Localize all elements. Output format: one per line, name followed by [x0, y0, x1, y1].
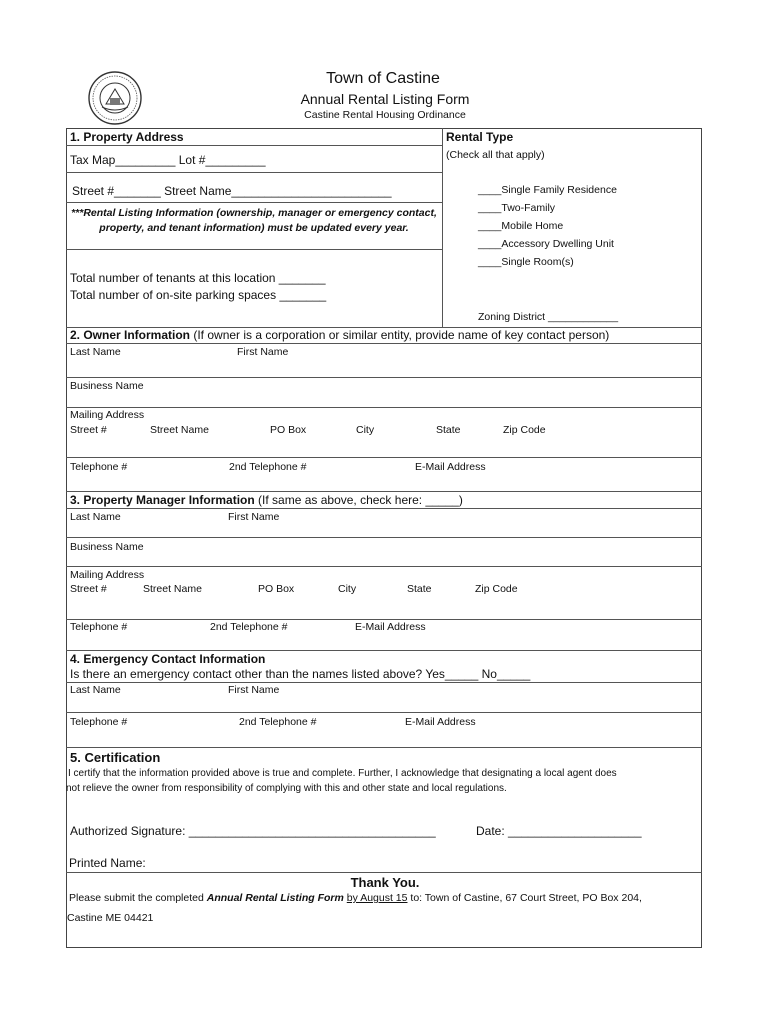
manager-zip-field[interactable]: Zip Code [475, 583, 518, 595]
rental-option-single-room[interactable]: ____Single Room(s) [478, 256, 574, 268]
section2-heading: 2. Owner Information (If owner is a corporation or similar entity, provide name of key contact person) [70, 328, 610, 342]
manager-state-field[interactable]: State [407, 583, 432, 595]
form-title: Annual Rental Listing Form [300, 91, 470, 107]
printed-name-field[interactable]: Printed Name: [69, 856, 146, 870]
manager-telephone2-field[interactable]: 2nd Telephone # [210, 621, 288, 633]
authorized-signature-field[interactable]: Authorized Signature: _____________________________________ [70, 824, 436, 838]
owner-telephone2-field[interactable]: 2nd Telephone # [229, 461, 307, 473]
rental-type-instruction: (Check all that apply) [446, 149, 545, 161]
rental-type-heading: Rental Type [446, 130, 514, 144]
section5-heading: 5. Certification [70, 750, 161, 765]
owner-first-name-field[interactable]: First Name [237, 346, 289, 358]
owner-email-field[interactable]: E-Mail Address [415, 461, 486, 473]
owner-telephone-field[interactable]: Telephone # [70, 461, 128, 473]
owner-po-box-field[interactable]: PO Box [270, 424, 307, 436]
emergency-last-name-field[interactable]: Last Name [70, 684, 121, 696]
section4-heading: 4. Emergency Contact Information [70, 652, 266, 666]
emergency-first-name-field[interactable]: First Name [228, 684, 280, 696]
certification-text-line1: I certify that the information provided above is true and complete. Further, I acknowledge that designating a local agent does [68, 768, 617, 779]
manager-street-number-field[interactable]: Street # [70, 583, 107, 595]
manager-po-box-field[interactable]: PO Box [258, 583, 295, 595]
rental-option-accessory-dwelling[interactable]: ____Accessory Dwelling Unit [478, 238, 614, 250]
emergency-telephone-field[interactable]: Telephone # [70, 716, 128, 728]
rental-option-mobile-home[interactable]: ____Mobile Home [478, 220, 564, 232]
section1-heading: 1. Property Address [70, 130, 184, 144]
owner-street-number-field[interactable]: Street # [70, 424, 107, 436]
owner-state-field[interactable]: State [436, 424, 461, 436]
ordinance-name: Castine Rental Housing Ordinance [304, 109, 466, 121]
date-field[interactable]: Date: ____________________ [476, 824, 642, 838]
section3-heading: 3. Property Manager Information (If same as above, check here: _____) [70, 493, 463, 507]
manager-email-field[interactable]: E-Mail Address [355, 621, 426, 633]
tenant-count-field[interactable]: Total number of tenants at this location _______ [70, 271, 326, 285]
zoning-district-field[interactable]: Zoning District ____________ [478, 311, 619, 323]
rental-option-single-family[interactable]: ____Single Family Residence [478, 184, 617, 196]
manager-city-field[interactable]: City [338, 583, 357, 595]
street-address-field[interactable]: Street #_______ Street Name________________________ [72, 184, 392, 198]
manager-street-name-field[interactable]: Street Name [143, 583, 202, 595]
submission-address-line2: Castine ME 04421 [67, 912, 154, 924]
owner-business-name-field[interactable]: Business Name [70, 380, 144, 392]
manager-business-name-field[interactable]: Business Name [70, 541, 144, 553]
rental-option-two-family[interactable]: ____Two-Family [478, 202, 556, 214]
page-title: Town of Castine [326, 70, 440, 87]
submission-instructions: Please submit the completed Annual Rental Listing Form by August 15 to: Town of Castine, 67 Court Street, PO Box 204, [69, 892, 642, 904]
parking-count-field[interactable]: Total number of on-site parking spaces _______ [70, 288, 327, 302]
owner-mailing-address-label: Mailing Address [70, 409, 145, 421]
certification-text-line2: not relieve the owner from responsibility of complying with this and other state and local regulations. [66, 783, 507, 794]
emergency-contact-question[interactable]: Is there an emergency contact other than the names listed above? Yes_____ No_____ [70, 667, 531, 681]
update-notice: ***Rental Listing Information (ownership, manager or emergency contact, property, and tenant information) must be updated every year. [71, 207, 437, 234]
owner-city-field[interactable]: City [356, 424, 375, 436]
owner-last-name-field[interactable]: Last Name [70, 346, 121, 358]
thank-you-text: Thank You. [350, 875, 420, 890]
emergency-email-field[interactable]: E-Mail Address [405, 716, 476, 728]
emergency-telephone2-field[interactable]: 2nd Telephone # [239, 716, 317, 728]
tax-map-lot-field[interactable]: Tax Map_________ Lot #_________ [70, 153, 266, 167]
manager-first-name-field[interactable]: First Name [228, 511, 280, 523]
owner-street-name-field[interactable]: Street Name [150, 424, 209, 436]
manager-last-name-field[interactable]: Last Name [70, 511, 121, 523]
manager-mailing-address-label: Mailing Address [70, 569, 145, 581]
owner-zip-field[interactable]: Zip Code [503, 424, 546, 436]
manager-telephone-field[interactable]: Telephone # [70, 621, 128, 633]
